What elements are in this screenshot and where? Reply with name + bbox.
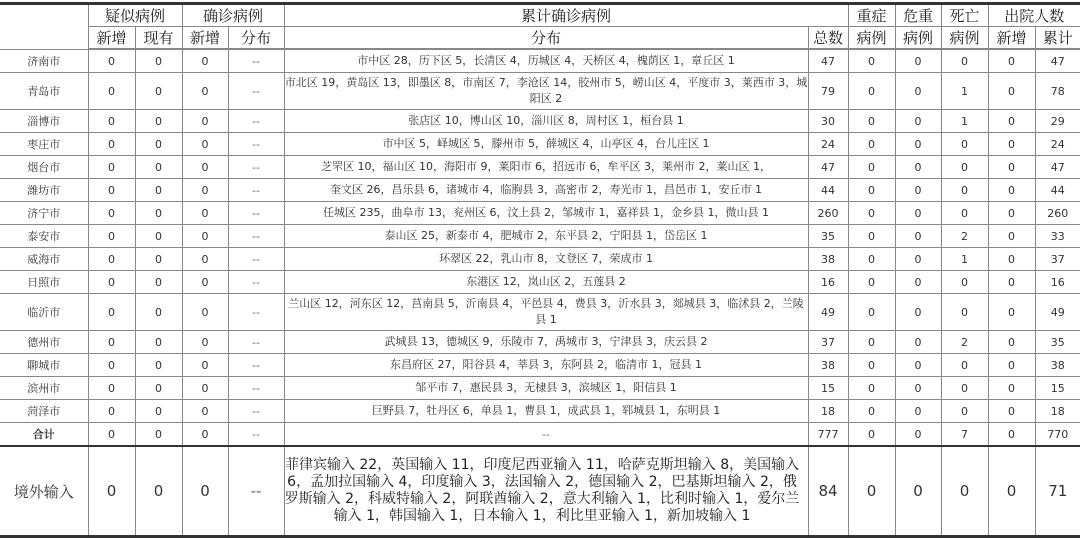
suspected-current: 0 <box>135 271 182 294</box>
cumulative-total: 37 <box>808 331 848 354</box>
header-critical-top: 危重 <box>895 4 941 27</box>
critical-cases: 0 <box>895 271 941 294</box>
discharged-new: 0 <box>988 110 1035 133</box>
table-row <box>0 377 1080 400</box>
critical-cases: 0 <box>895 331 941 354</box>
city-name: 济南市 <box>0 49 88 73</box>
cumulative-total: 16 <box>808 271 848 294</box>
city-name: 烟台市 <box>0 156 88 179</box>
discharged-new: 0 <box>988 248 1035 271</box>
suspected-new: 0 <box>88 248 135 271</box>
header-severe-bottom: 病例 <box>848 27 895 50</box>
suspected-new: 0 <box>88 271 135 294</box>
death-cases: 7 <box>941 423 988 447</box>
discharged-total: 770 <box>1035 423 1080 447</box>
table-row <box>0 354 1080 377</box>
header-row-top <box>0 4 1080 27</box>
suspected-new: 0 <box>88 179 135 202</box>
confirmed-distribution: -- <box>228 49 284 73</box>
cumulative-distribution: 泰山区 25，新泰市 4，肥城市 2，东平县 2，宁阳县 1，岱岳区 1 <box>284 225 808 248</box>
death-cases: 0 <box>941 377 988 400</box>
discharged-new: 0 <box>988 294 1035 331</box>
confirmed-new: 0 <box>182 156 228 179</box>
suspected-current: 0 <box>135 73 182 110</box>
header-cumulative-total: 总数 <box>808 27 848 50</box>
cumulative-total: 79 <box>808 73 848 110</box>
city-name: 境外输入 <box>0 446 88 537</box>
discharged-total: 38 <box>1035 354 1080 377</box>
death-cases: 0 <box>941 179 988 202</box>
severe-cases: 0 <box>848 400 895 423</box>
severe-cases: 0 <box>848 179 895 202</box>
death-cases: 0 <box>941 294 988 331</box>
suspected-current: 0 <box>135 423 182 447</box>
discharged-new: 0 <box>988 73 1035 110</box>
header-discharged-total: 累计 <box>1035 27 1080 50</box>
discharged-new: 0 <box>988 377 1035 400</box>
death-cases: 2 <box>941 225 988 248</box>
cumulative-distribution: 兰山区 12，河东区 12，莒南县 5，沂南县 4，平邑县 4，费县 3，沂水县 3，郯城县 3，临沭县 2，兰陵县 1 <box>284 294 808 331</box>
severe-cases: 0 <box>848 248 895 271</box>
confirmed-new: 0 <box>182 49 228 73</box>
suspected-current: 0 <box>135 156 182 179</box>
critical-cases: 0 <box>895 354 941 377</box>
header-suspected: 疑似病例 <box>88 4 182 27</box>
critical-cases: 0 <box>895 179 941 202</box>
critical-cases: 0 <box>895 133 941 156</box>
suspected-current: 0 <box>135 400 182 423</box>
death-cases: 0 <box>941 202 988 225</box>
discharged-total: 49 <box>1035 294 1080 331</box>
confirmed-new: 0 <box>182 377 228 400</box>
header-cumulative-distribution: 分布 <box>284 27 808 50</box>
discharged-new: 0 <box>988 156 1035 179</box>
confirmed-distribution: -- <box>228 354 284 377</box>
city-name: 菏泽市 <box>0 400 88 423</box>
confirmed-new: 0 <box>182 202 228 225</box>
confirmed-new: 0 <box>182 225 228 248</box>
cumulative-total: 18 <box>808 400 848 423</box>
cumulative-total: 38 <box>808 248 848 271</box>
death-cases: 0 <box>941 156 988 179</box>
suspected-current: 0 <box>135 225 182 248</box>
suspected-new: 0 <box>88 354 135 377</box>
severe-cases: 0 <box>848 446 895 537</box>
cumulative-distribution: 武城县 13，德城区 9，乐陵市 7，禹城市 3，宁津县 3，庆云县 2 <box>284 331 808 354</box>
table-row <box>0 49 1080 73</box>
discharged-new: 0 <box>988 133 1035 156</box>
cumulative-distribution: 市中区 5，峄城区 5，滕州市 5，薛城区 4，山亭区 4，台儿庄区 1 <box>284 133 808 156</box>
confirmed-distribution: -- <box>228 248 284 271</box>
confirmed-new: 0 <box>182 271 228 294</box>
discharged-new: 0 <box>988 331 1035 354</box>
severe-cases: 0 <box>848 423 895 447</box>
cumulative-total: 47 <box>808 156 848 179</box>
table-row <box>0 331 1080 354</box>
death-cases: 0 <box>941 400 988 423</box>
critical-cases: 0 <box>895 225 941 248</box>
table-row <box>0 202 1080 225</box>
discharged-total: 44 <box>1035 179 1080 202</box>
suspected-new: 0 <box>88 331 135 354</box>
discharged-new: 0 <box>988 400 1035 423</box>
confirmed-distribution: -- <box>228 377 284 400</box>
cumulative-total: 30 <box>808 110 848 133</box>
critical-cases: 0 <box>895 400 941 423</box>
suspected-current: 0 <box>135 248 182 271</box>
confirmed-new: 0 <box>182 423 228 447</box>
critical-cases: 0 <box>895 49 941 73</box>
table-row <box>0 225 1080 248</box>
cumulative-distribution: 邹平市 7，惠民县 3，无棣县 3，滨城区 1，阳信县 1 <box>284 377 808 400</box>
suspected-current: 0 <box>135 202 182 225</box>
suspected-current: 0 <box>135 133 182 156</box>
cumulative-distribution: 东港区 12，岚山区 2，五莲县 2 <box>284 271 808 294</box>
discharged-new: 0 <box>988 446 1035 537</box>
confirmed-new: 0 <box>182 354 228 377</box>
severe-cases: 0 <box>848 110 895 133</box>
header-row-bottom <box>0 27 1080 50</box>
discharged-total: 29 <box>1035 110 1080 133</box>
cumulative-distribution: 东昌府区 27，阳谷县 4，莘县 3，东阿县 2，临清市 1，冠县 1 <box>284 354 808 377</box>
severe-cases: 0 <box>848 331 895 354</box>
suspected-new: 0 <box>88 377 135 400</box>
table-row <box>0 294 1080 331</box>
confirmed-distribution: -- <box>228 110 284 133</box>
discharged-total: 24 <box>1035 133 1080 156</box>
suspected-new: 0 <box>88 423 135 447</box>
death-cases: 1 <box>941 110 988 133</box>
critical-cases: 0 <box>895 294 941 331</box>
death-cases: 0 <box>941 49 988 73</box>
cumulative-total: 260 <box>808 202 848 225</box>
critical-cases: 0 <box>895 423 941 447</box>
discharged-total: 260 <box>1035 202 1080 225</box>
cumulative-distribution: 芝罘区 10，福山区 10，海阳市 9，莱阳市 6，招远市 6，牟平区 3，莱州市 2，莱山区 1， <box>284 156 808 179</box>
header-confirmed-new: 新增 <box>182 27 228 50</box>
total-row <box>0 423 1080 447</box>
suspected-new: 0 <box>88 294 135 331</box>
confirmed-new: 0 <box>182 294 228 331</box>
suspected-current: 0 <box>135 446 182 537</box>
suspected-current: 0 <box>135 294 182 331</box>
cumulative-total: 24 <box>808 133 848 156</box>
severe-cases: 0 <box>848 202 895 225</box>
city-name: 临沂市 <box>0 294 88 331</box>
header-suspected-new: 新增 <box>88 27 135 50</box>
header-critical-bottom: 病例 <box>895 27 941 50</box>
confirmed-distribution: -- <box>228 400 284 423</box>
header-suspected-current: 现有 <box>135 27 182 50</box>
confirmed-distribution: -- <box>228 179 284 202</box>
city-name: 济宁市 <box>0 202 88 225</box>
header-cumulative: 累计确诊病例 <box>284 4 848 27</box>
discharged-total: 47 <box>1035 156 1080 179</box>
discharged-total: 47 <box>1035 49 1080 73</box>
confirmed-new: 0 <box>182 400 228 423</box>
confirmed-new: 0 <box>182 446 228 537</box>
confirmed-new: 0 <box>182 179 228 202</box>
table-row <box>0 156 1080 179</box>
city-name: 滨州市 <box>0 377 88 400</box>
table-row <box>0 248 1080 271</box>
header-discharged-new: 新增 <box>988 27 1035 50</box>
discharged-new: 0 <box>988 179 1035 202</box>
cumulative-distribution: 任城区 235，曲阜市 13，兖州区 6，汶上县 2，邹城市 1，嘉祥县 1，金乡县 1，微山县 1 <box>284 202 808 225</box>
critical-cases: 0 <box>895 248 941 271</box>
suspected-new: 0 <box>88 225 135 248</box>
severe-cases: 0 <box>848 73 895 110</box>
cumulative-distribution: 奎文区 26，昌乐县 6，诸城市 4，临朐县 3，高密市 2，寿光市 1，昌邑市 1，安丘市 1 <box>284 179 808 202</box>
header-confirmed-distribution: 分布 <box>228 27 284 50</box>
cumulative-distribution: 菲律宾输入 22，英国输入 11，印度尼西亚输入 11，哈萨克斯坦输入 8，美国输入 6，孟加拉国输入 4，印度输入 3，法国输入 2，德国输入 2，巴基斯坦输入 2，俄罗斯输入 2，科威特输入 2，阿联酋输入 2，意大利输入 1，比利时输入 1，爱尔兰输入 1，韩国输入 1，日本输入 1，利比里亚输入 1，新加坡输入 1 <box>284 446 808 537</box>
discharged-total: 78 <box>1035 73 1080 110</box>
cumulative-total: 84 <box>808 446 848 537</box>
confirmed-distribution: -- <box>228 331 284 354</box>
severe-cases: 0 <box>848 354 895 377</box>
confirmed-distribution: -- <box>228 133 284 156</box>
cumulative-distribution: -- <box>284 423 808 447</box>
death-cases: 0 <box>941 133 988 156</box>
table-row <box>0 133 1080 156</box>
discharged-new: 0 <box>988 271 1035 294</box>
cumulative-total: 38 <box>808 354 848 377</box>
suspected-current: 0 <box>135 49 182 73</box>
confirmed-distribution: -- <box>228 294 284 331</box>
city-name: 枣庄市 <box>0 133 88 156</box>
discharged-new: 0 <box>988 354 1035 377</box>
suspected-new: 0 <box>88 133 135 156</box>
death-cases: 2 <box>941 331 988 354</box>
discharged-new: 0 <box>988 225 1035 248</box>
confirmed-distribution: -- <box>228 156 284 179</box>
death-cases: 0 <box>941 271 988 294</box>
table-row <box>0 110 1080 133</box>
city-name: 日照市 <box>0 271 88 294</box>
severe-cases: 0 <box>848 49 895 73</box>
suspected-new: 0 <box>88 73 135 110</box>
discharged-new: 0 <box>988 202 1035 225</box>
severe-cases: 0 <box>848 377 895 400</box>
confirmed-new: 0 <box>182 110 228 133</box>
cumulative-distribution: 市北区 19，黄岛区 13，即墨区 8，市南区 7，李沧区 14，胶州市 5，崂山区 4，平度市 3，莱西市 3，城阳区 2 <box>284 73 808 110</box>
discharged-total: 35 <box>1035 331 1080 354</box>
severe-cases: 0 <box>848 294 895 331</box>
table-row <box>0 271 1080 294</box>
confirmed-distribution: -- <box>228 423 284 447</box>
cumulative-total: 44 <box>808 179 848 202</box>
suspected-current: 0 <box>135 110 182 133</box>
suspected-new: 0 <box>88 400 135 423</box>
discharged-total: 37 <box>1035 248 1080 271</box>
critical-cases: 0 <box>895 446 941 537</box>
cumulative-total: 35 <box>808 225 848 248</box>
city-name: 威海市 <box>0 248 88 271</box>
cumulative-total: 15 <box>808 377 848 400</box>
city-name: 青岛市 <box>0 73 88 110</box>
suspected-current: 0 <box>135 377 182 400</box>
confirmed-new: 0 <box>182 73 228 110</box>
confirmed-distribution: -- <box>228 271 284 294</box>
header-severe-top: 重症 <box>848 4 895 27</box>
cumulative-total: 777 <box>808 423 848 447</box>
city-name: 聊城市 <box>0 354 88 377</box>
discharged-new: 0 <box>988 49 1035 73</box>
severe-cases: 0 <box>848 133 895 156</box>
suspected-current: 0 <box>135 331 182 354</box>
severe-cases: 0 <box>848 225 895 248</box>
discharged-total: 15 <box>1035 377 1080 400</box>
suspected-current: 0 <box>135 179 182 202</box>
covid-case-table <box>0 2 1080 538</box>
discharged-total: 33 <box>1035 225 1080 248</box>
header-discharged: 出院人数 <box>988 4 1080 27</box>
cumulative-total: 49 <box>808 294 848 331</box>
header-death-bottom: 病例 <box>941 27 988 50</box>
severe-cases: 0 <box>848 271 895 294</box>
death-cases: 1 <box>941 248 988 271</box>
table-row <box>0 400 1080 423</box>
imported-row <box>0 446 1080 537</box>
city-name: 合计 <box>0 423 88 447</box>
death-cases: 1 <box>941 73 988 110</box>
table-row <box>0 73 1080 110</box>
city-name: 德州市 <box>0 331 88 354</box>
critical-cases: 0 <box>895 202 941 225</box>
header-death-top: 死亡 <box>941 4 988 27</box>
confirmed-distribution: -- <box>228 446 284 537</box>
confirmed-new: 0 <box>182 133 228 156</box>
cumulative-distribution: 市中区 28，历下区 5，长清区 4，历城区 4，天桥区 4，槐荫区 1，章丘区 1 <box>284 49 808 73</box>
death-cases: 0 <box>941 354 988 377</box>
discharged-total: 18 <box>1035 400 1080 423</box>
discharged-total: 71 <box>1035 446 1080 537</box>
suspected-current: 0 <box>135 354 182 377</box>
confirmed-distribution: -- <box>228 73 284 110</box>
suspected-new: 0 <box>88 446 135 537</box>
confirmed-distribution: -- <box>228 202 284 225</box>
severe-cases: 0 <box>848 156 895 179</box>
critical-cases: 0 <box>895 156 941 179</box>
cumulative-distribution: 张店区 10，博山区 10，淄川区 8，周村区 1，桓台县 1 <box>284 110 808 133</box>
discharged-total: 16 <box>1035 271 1080 294</box>
city-name: 淄博市 <box>0 110 88 133</box>
critical-cases: 0 <box>895 377 941 400</box>
critical-cases: 0 <box>895 110 941 133</box>
death-cases: 0 <box>941 446 988 537</box>
suspected-new: 0 <box>88 110 135 133</box>
confirmed-new: 0 <box>182 248 228 271</box>
cumulative-distribution: 巨野县 7，牡丹区 6，单县 1，曹县 1，成武县 1，郓城县 1，东明县 1 <box>284 400 808 423</box>
table-row <box>0 179 1080 202</box>
suspected-new: 0 <box>88 202 135 225</box>
confirmed-distribution: -- <box>228 225 284 248</box>
suspected-new: 0 <box>88 156 135 179</box>
confirmed-new: 0 <box>182 331 228 354</box>
cumulative-total: 47 <box>808 49 848 73</box>
cumulative-distribution: 环翠区 22，乳山市 8，文登区 7，荣成市 1 <box>284 248 808 271</box>
table-body <box>0 49 1080 537</box>
city-name: 潍坊市 <box>0 179 88 202</box>
suspected-new: 0 <box>88 49 135 73</box>
critical-cases: 0 <box>895 73 941 110</box>
discharged-new: 0 <box>988 423 1035 447</box>
header-confirmed: 确诊病例 <box>182 4 284 27</box>
header-city-blank <box>0 4 88 50</box>
city-name: 泰安市 <box>0 225 88 248</box>
